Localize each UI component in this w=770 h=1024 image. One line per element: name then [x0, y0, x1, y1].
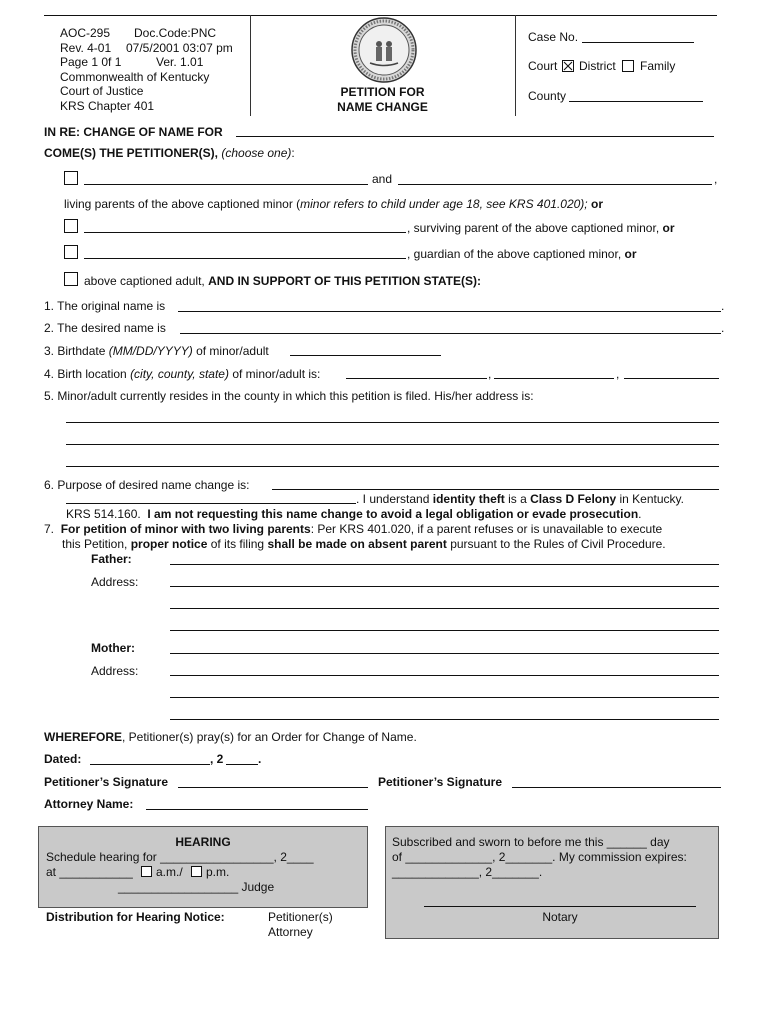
notary-signature-field[interactable]	[424, 906, 696, 907]
guardian-label: , guardian of the above captioned minor,	[407, 247, 622, 261]
krs-period: .	[638, 507, 642, 521]
choose-one-hint: (choose one)	[221, 146, 292, 160]
notary-line-2: of _____________, 2_______. My commission expires:	[392, 850, 687, 864]
court-label: Court	[528, 59, 558, 73]
guardian-name-field[interactable]	[84, 258, 406, 259]
attorney-name-field[interactable]	[146, 809, 368, 810]
county-label: County	[528, 89, 567, 103]
item-4-format: (city, county, state)	[130, 367, 229, 381]
surviving-parent-label: , surviving parent of the above captioned minor,	[407, 221, 660, 235]
adult-label: above captioned adult,	[84, 274, 205, 288]
mother-address-line-2[interactable]	[170, 697, 719, 698]
residence-address-line-3[interactable]	[66, 466, 719, 467]
father-address-line-3[interactable]	[170, 630, 719, 631]
item-7-c: : Per KRS 401.020, if a parent refuses or is unavailable to execute	[310, 522, 663, 536]
father-name-field[interactable]	[170, 564, 719, 565]
hearing-at: at ___________	[46, 865, 133, 879]
notary-line-1: Subscribed and sworn to before me this ______ day	[392, 835, 670, 849]
living-parents-a: living parents of the above captioned minor (	[64, 197, 301, 211]
identity-theft-text	[356, 492, 684, 506]
item-4-text	[44, 367, 320, 381]
family-label: Family	[640, 59, 676, 73]
court-of-justice: Court of Justice	[60, 84, 144, 98]
commonwealth: Commonwealth of Kentucky	[60, 70, 210, 84]
surviving-parent-text	[407, 221, 675, 235]
krs-statement	[66, 507, 642, 521]
title-line-2: NAME CHANGE	[337, 100, 428, 114]
purpose-field-2[interactable]	[66, 503, 356, 504]
am-checkbox[interactable]	[141, 866, 152, 877]
item-7-text	[44, 522, 662, 536]
father-address-label: Address:	[91, 575, 139, 589]
district-checkbox[interactable]	[562, 60, 574, 72]
residence-address-line-1[interactable]	[66, 422, 719, 423]
krs-chapter: KRS Chapter 401	[60, 99, 155, 113]
petitioner-signature-label-1: Petitioner’s Signature	[44, 775, 169, 789]
parent-comma: ,	[714, 172, 718, 186]
distribution-label: Distribution for Hearing Notice:	[46, 910, 225, 924]
adult-checkbox[interactable]	[64, 272, 78, 286]
page-number: Page 1 0f 1	[60, 55, 122, 69]
item-7-f: of its filing	[210, 537, 265, 551]
petitioner-signature-field-2[interactable]	[512, 787, 721, 788]
desired-name-field[interactable]	[180, 333, 721, 334]
case-no-label: Case No.	[528, 30, 579, 44]
wherefore-b: , Petitioner(s) pray(s) for an Order for Change of Name.	[122, 730, 417, 744]
living-parents-text	[64, 197, 603, 211]
dated-label: Dated:	[44, 752, 82, 766]
choose-one-colon: :	[291, 146, 295, 160]
hearing-schedule: Schedule hearing for _________________, 2____	[46, 850, 314, 864]
revision-date: 07/5/2001 03:07 pm	[126, 41, 233, 55]
kentucky-seal-icon	[350, 16, 418, 84]
birth-comma-1: ,	[488, 367, 492, 381]
item-7-e: proper notice	[130, 537, 208, 551]
case-no-field[interactable]	[582, 42, 694, 43]
parent-1-name-field[interactable]	[84, 184, 368, 185]
dated-year-field[interactable]	[226, 764, 258, 765]
item-3-c: of minor/adult	[196, 344, 269, 358]
minor-definition: minor refers to child under age 18, see KRS 401.020);	[300, 197, 588, 211]
birth-state-field[interactable]	[624, 378, 719, 379]
mother-label: Mother:	[91, 641, 135, 655]
father-address-line-1[interactable]	[170, 586, 719, 587]
hearing-title: HEARING	[175, 835, 231, 849]
identity-a: . I understand	[356, 492, 430, 506]
mother-address-label: Address:	[91, 664, 139, 678]
doc-code: Doc.Code:PNC	[134, 26, 217, 40]
or-2: or	[662, 221, 675, 235]
parent-2-name-field[interactable]	[398, 184, 712, 185]
support-statement: AND IN SUPPORT OF THIS PETITION STATE(S):	[208, 274, 481, 288]
item-1-period: .	[721, 299, 725, 313]
item-7-g: shall be made on absent parent	[267, 537, 447, 551]
residence-address-line-2[interactable]	[66, 444, 719, 445]
identity-b: identity theft	[432, 492, 505, 506]
guardian-text	[407, 247, 637, 261]
mother-name-field[interactable]	[170, 653, 719, 654]
item-7-text-2	[62, 537, 666, 551]
mother-address-line-1[interactable]	[170, 675, 719, 676]
item-3-a: 3. Birthdate	[44, 344, 106, 358]
comes-petitioner-line	[44, 146, 295, 160]
two-parents-checkbox[interactable]	[64, 171, 78, 185]
notary-label: Notary	[542, 910, 578, 924]
am-label: a.m./	[156, 865, 183, 879]
pm-label: p.m.	[206, 865, 230, 879]
judge-line: __________________ Judge	[118, 880, 275, 894]
father-address-line-2[interactable]	[170, 608, 719, 609]
item-2-label: 2. The desired name is	[44, 321, 166, 335]
purpose-field-1[interactable]	[272, 489, 719, 490]
form-id: AOC-295	[60, 26, 111, 40]
attorney-name-label: Attorney Name:	[44, 797, 134, 811]
district-label: District	[579, 59, 616, 73]
birth-city-field[interactable]	[346, 378, 487, 379]
surviving-parent-checkbox[interactable]	[64, 219, 78, 233]
in-re-name-field[interactable]	[236, 136, 714, 137]
item-7-d: this Petition,	[62, 537, 128, 551]
item-4-c: of minor/adult is:	[232, 367, 321, 381]
birth-comma-2: ,	[616, 367, 620, 381]
item-5-label: 5. Minor/adult currently resides in the county in which this petition is filed. His/her address is:	[44, 389, 534, 403]
item-7-a: 7.	[44, 522, 55, 536]
identity-e: in Kentucky.	[619, 492, 684, 506]
item-4-a: 4. Birth location	[44, 367, 127, 381]
birth-county-field[interactable]	[494, 378, 614, 379]
item-2-period: .	[721, 321, 725, 335]
dated-year-prefix: , 2	[210, 752, 224, 766]
dated-day-field[interactable]	[90, 764, 210, 765]
header-divider-right	[515, 15, 516, 116]
family-checkbox[interactable]	[622, 60, 634, 72]
item-1-label: 1. The original name is	[44, 299, 166, 313]
petitioner-signature-field-1[interactable]	[178, 787, 368, 788]
item-3-text	[44, 344, 269, 358]
and-label: and	[372, 172, 393, 186]
father-label: Father:	[91, 552, 132, 566]
county-field[interactable]	[569, 101, 703, 102]
or-1: or	[590, 197, 603, 211]
guardian-checkbox[interactable]	[64, 245, 78, 259]
identity-d: Class D Felony	[530, 492, 617, 506]
notary-line-3: _____________, 2_______.	[392, 865, 543, 879]
original-name-field[interactable]	[178, 311, 721, 312]
wherefore-a: WHEREFORE	[44, 730, 122, 744]
krs-a: KRS 514.160.	[66, 507, 141, 521]
item-3-format: (MM/DD/YYYY)	[108, 344, 193, 358]
wherefore-text	[44, 730, 417, 744]
petitioner-signature-label-2: Petitioner’s Signature	[378, 775, 503, 789]
item-7-h: pursuant to the Rules of Civil Procedure.	[450, 537, 666, 551]
title-line-1: PETITION FOR	[340, 85, 425, 99]
dated-period: .	[258, 752, 262, 766]
distribution-petitioner: Petitioner(s)	[268, 910, 333, 924]
version: Ver. 1.01	[156, 55, 204, 69]
item-7-b: For petition of minor with two living parents	[60, 522, 311, 536]
revision: Rev. 4-01	[60, 41, 112, 55]
adult-text	[84, 274, 481, 288]
pm-checkbox[interactable]	[191, 866, 202, 877]
surviving-parent-name-field[interactable]	[84, 232, 406, 233]
identity-c: is a	[508, 492, 527, 506]
krs-b: I am not requesting this name change to avoid a legal obligation or evade prosecution	[147, 507, 639, 521]
distribution-attorney: Attorney	[268, 925, 313, 939]
in-re-label: IN RE: CHANGE OF NAME FOR	[44, 125, 223, 139]
checked-x-icon	[563, 61, 573, 71]
item-6-label: 6. Purpose of desired name change is:	[44, 478, 250, 492]
birthdate-field[interactable]	[290, 355, 441, 356]
mother-address-line-3[interactable]	[170, 719, 719, 720]
comes-petitioner-label: COME(S) THE PETITIONER(S),	[44, 146, 218, 160]
or-3: or	[624, 247, 637, 261]
